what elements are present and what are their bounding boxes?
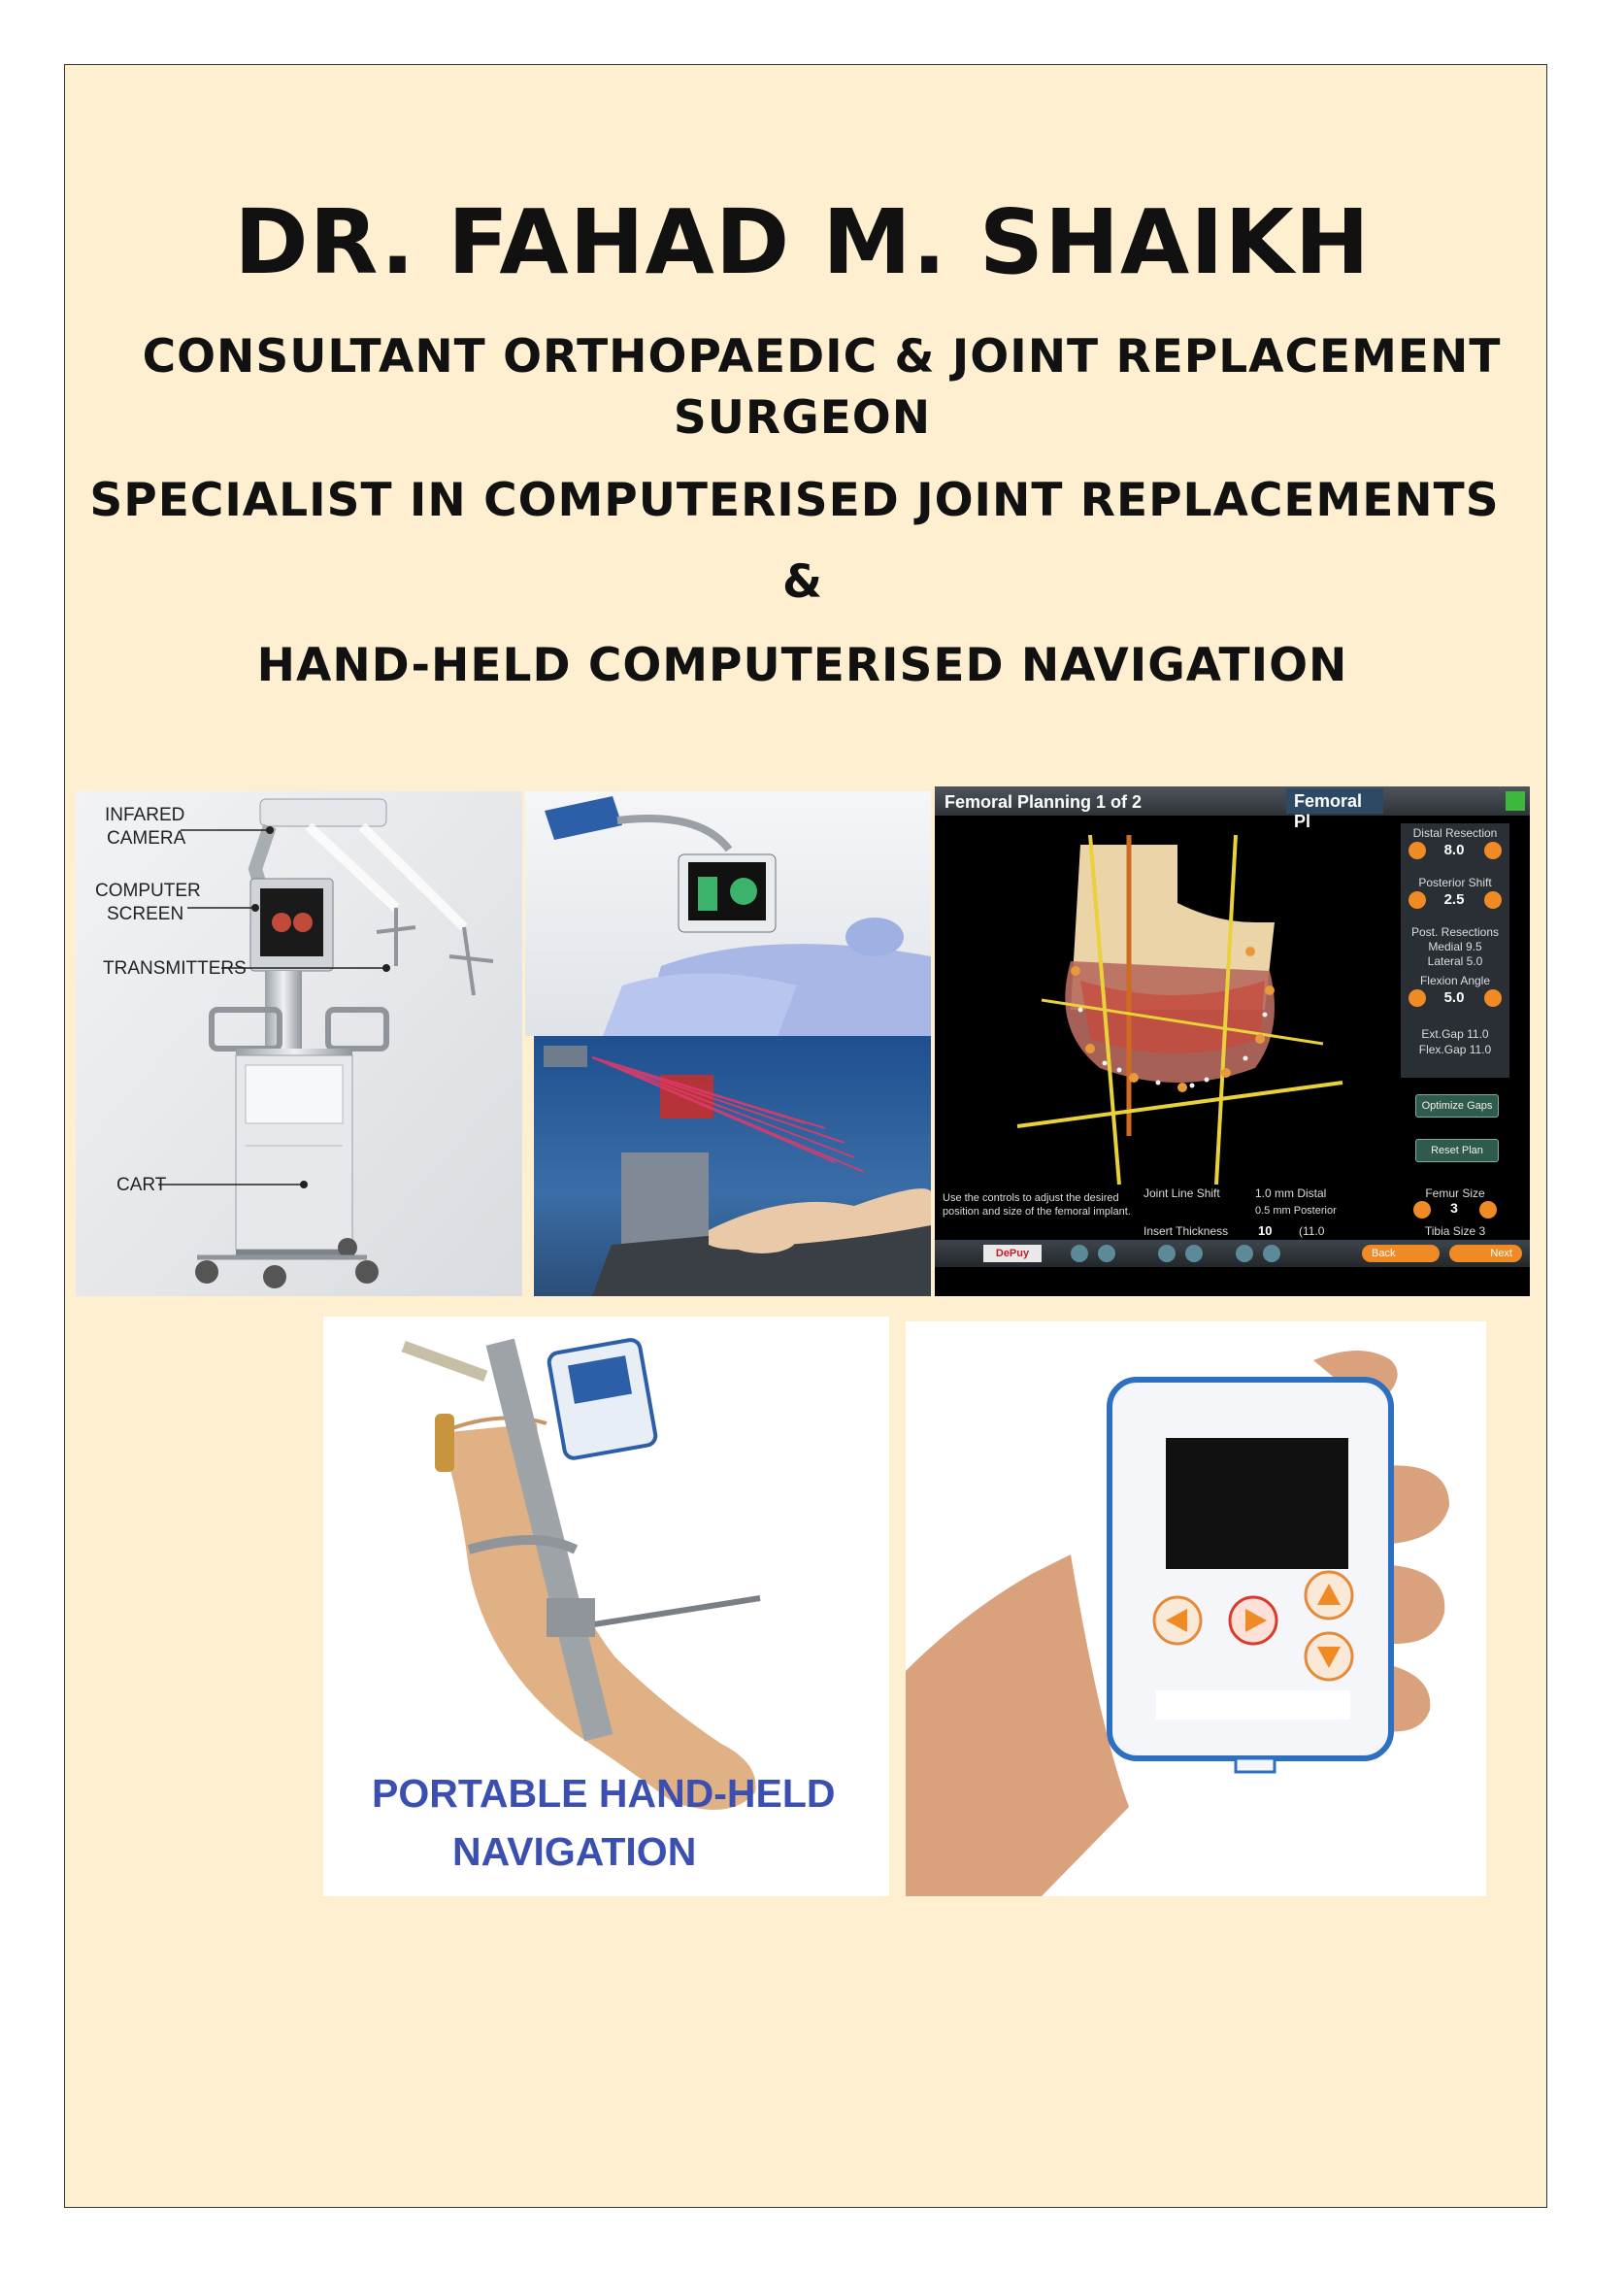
tool-icon-5[interactable] <box>1236 1245 1253 1262</box>
femur-decrease-button[interactable] <box>1413 1201 1431 1219</box>
planning-title: Femoral Planning 1 of 2 <box>945 792 1143 812</box>
tool-icon-3[interactable] <box>1158 1245 1176 1262</box>
distal-resection-label: Distal Resection <box>1412 826 1498 840</box>
flexion-decrease-button[interactable] <box>1409 989 1426 1007</box>
device-screen <box>1166 1438 1348 1569</box>
lateral-value: Lateral 5.0 <box>1427 954 1483 968</box>
medial-value: Medial 9.5 <box>1428 940 1482 953</box>
ext-gap-value: Ext.Gap 11.0 <box>1421 1027 1489 1041</box>
distal-resection-value: 8.0 <box>1443 842 1465 858</box>
insert-thickness-value: 10 <box>1258 1223 1273 1238</box>
instructions-line2: position and size of the femoral implant. <box>943 1206 1131 1218</box>
label-screen: SCREEN <box>107 904 184 924</box>
label-transmitters: TRANSMITTERS <box>103 958 247 979</box>
label-computer: COMPUTER <box>95 881 201 901</box>
navigation-cart-photo <box>76 791 522 1296</box>
tool-icon-2[interactable] <box>1098 1245 1115 1262</box>
handheld-device-photo <box>906 1321 1486 1896</box>
back-button[interactable]: Back <box>1362 1245 1440 1262</box>
tool-icon-6[interactable] <box>1263 1245 1280 1262</box>
joint-line-distal: 1.0 mm Distal <box>1255 1186 1327 1200</box>
flex-gap-value: Flex.Gap 11.0 <box>1418 1043 1492 1056</box>
handheld-caption-line2: NAVIGATION <box>452 1829 697 1874</box>
brand-logo: DePuy <box>983 1245 1042 1262</box>
femur-size-label: Femur Size <box>1425 1186 1485 1200</box>
reset-plan-button[interactable]: Reset Plan <box>1415 1139 1499 1162</box>
doctor-title-line2: SURGEON <box>673 391 932 445</box>
posterior-increase-button[interactable] <box>1484 891 1502 909</box>
distal-increase-button[interactable] <box>1484 842 1502 859</box>
specialty-heading: SPECIALIST IN COMPUTERISED JOINT REPLACEMENTS <box>89 474 1500 527</box>
implant-3d-view <box>935 816 1401 1233</box>
tool-icon-4[interactable] <box>1185 1245 1203 1262</box>
tab-femoral-planning[interactable]: Femoral Pl <box>1286 788 1383 814</box>
tool-icon-1[interactable] <box>1071 1245 1088 1262</box>
next-button[interactable]: Next <box>1449 1245 1522 1262</box>
flexion-angle-value: 5.0 <box>1443 989 1465 1006</box>
insert-thickness-paren: (11.0 <box>1299 1224 1325 1238</box>
posterior-decrease-button[interactable] <box>1409 891 1426 909</box>
femoral-planning-screen <box>935 786 1530 1296</box>
femur-increase-button[interactable] <box>1479 1201 1497 1219</box>
handheld-caption-line1: PORTABLE HAND-HELD <box>372 1771 836 1816</box>
label-cart: CART <box>116 1175 167 1195</box>
optimize-gaps-button[interactable]: Optimize Gaps <box>1415 1094 1499 1118</box>
instructions-line1: Use the controls to adjust the desired <box>943 1192 1119 1204</box>
femur-size-value: 3 <box>1450 1200 1458 1216</box>
ampersand: & <box>782 555 822 609</box>
post-resections-label: Post. Resections <box>1410 925 1500 939</box>
posterior-shift-value: 2.5 <box>1443 891 1465 908</box>
surgery-navigation-photo-top <box>525 791 931 1036</box>
label-camera: CAMERA <box>107 828 186 849</box>
portable-navigation-photo <box>323 1317 889 1896</box>
joint-line-shift-label: Joint Line Shift <box>1143 1186 1220 1200</box>
posterior-shift-label: Posterior Shift <box>1418 876 1492 889</box>
label-infared: INFARED <box>105 805 185 825</box>
surgery-navigation-photo-bottom <box>534 1036 931 1296</box>
doctor-name: DR. FAHAD M. SHAIKH <box>234 190 1371 294</box>
flexion-angle-label: Flexion Angle <box>1419 974 1491 987</box>
distal-decrease-button[interactable] <box>1409 842 1426 859</box>
status-indicator <box>1506 791 1525 811</box>
joint-line-posterior: 0.5 mm Posterior <box>1255 1205 1337 1217</box>
flexion-increase-button[interactable] <box>1484 989 1502 1007</box>
doctor-title-line1: CONSULTANT ORTHOPAEDIC & JOINT REPLACEMENT <box>142 330 1502 384</box>
insert-thickness-label: Insert Thickness <box>1143 1224 1229 1238</box>
specialty-heading-2: HAND-HELD COMPUTERISED NAVIGATION <box>256 639 1348 692</box>
tibia-size-value: Tibia Size 3 <box>1424 1224 1486 1238</box>
